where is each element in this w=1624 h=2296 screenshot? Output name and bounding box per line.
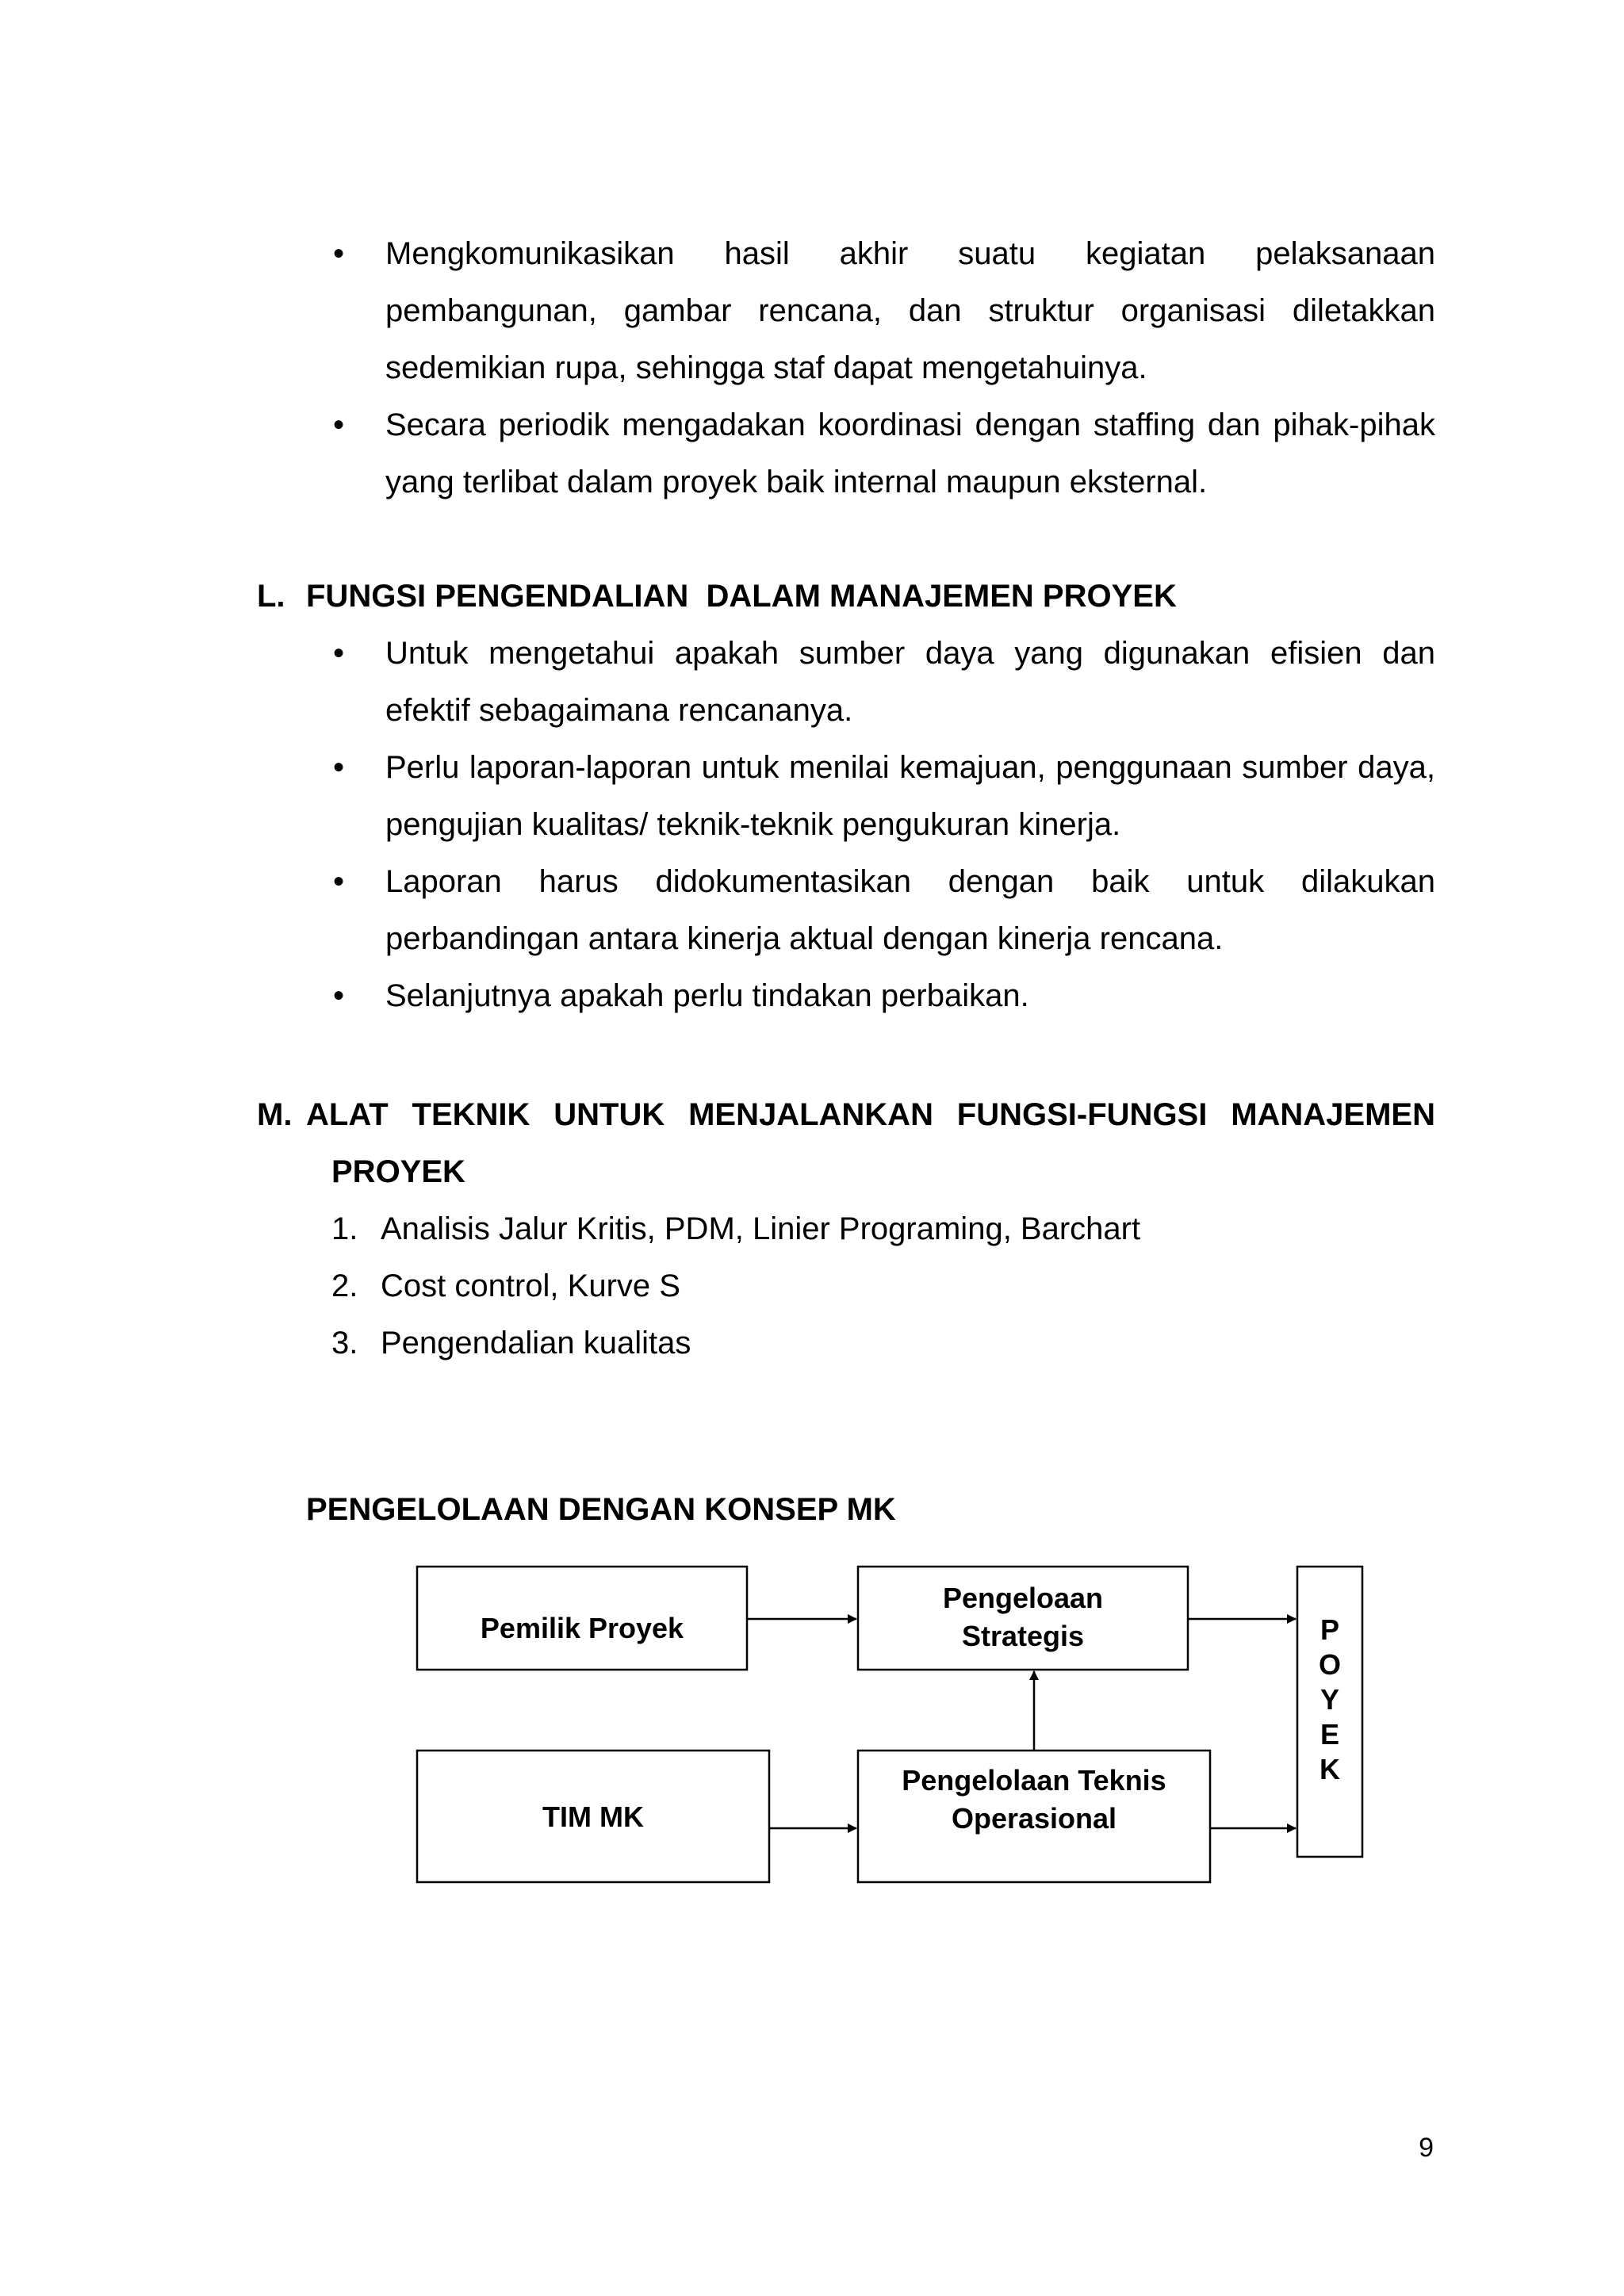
section-title-continued: PROYEK [331, 1154, 465, 1189]
item-text: Pengendalian kualitas [381, 1326, 691, 1360]
section-title: ALAT TEKNIK UNTUK MENJALANKAN FUNGSI-FUNGSI MANAJEMEN [306, 1097, 1435, 1132]
bullet-text: Mengkomunikasikan hasil akhir suatu kegiatan pelaksanaan pembangunan, gambar rencana, dan struktur organisasi diletakkan sedemikian rupa, sehingga staf dapat mengetahuinya. [385, 236, 1435, 385]
list-item [333, 967, 1435, 1024]
proyek-letter: E [1320, 1718, 1340, 1751]
list-item [333, 739, 1435, 853]
list-item [331, 1314, 1140, 1372]
list-item [333, 853, 1435, 967]
section-title: FUNGSI PENGENDALIAN DALAM MANAJEMEN PROYEK [306, 579, 1177, 614]
bullet-text: Perlu laporan-laporan untuk menilai kemajuan, penggunaan sumber daya, pengujian kualitas/ teknik-teknik pengukuran kinerja. [385, 750, 1435, 842]
box-label-line1: Pengelolaan Teknis [902, 1764, 1166, 1797]
top-bullet-list [333, 225, 1435, 511]
proyek-letter: P [1320, 1613, 1340, 1646]
section-l-heading [257, 568, 1177, 625]
bullet-icon: • [333, 864, 345, 899]
section-l-bullet-list [333, 625, 1435, 1024]
box-label-line2: Strategis [961, 1620, 1085, 1652]
section-letter: M. [257, 1097, 293, 1132]
diagram-title: PENGELOLAAN DENGAN KONSEP MK [306, 1492, 896, 1527]
bullet-text: Selanjutnya apakah perlu tindakan perbaikan. [385, 978, 1029, 1013]
item-number: 1. [331, 1211, 358, 1246]
section-m-numbered-list [331, 1200, 1140, 1372]
box-label-line2: Operasional [951, 1802, 1117, 1835]
bullet-icon: • [333, 978, 345, 1013]
pengeloaan-strategis-box [858, 1567, 1188, 1670]
item-number: 2. [331, 1269, 358, 1303]
item-text: Cost control, Kurve S [381, 1269, 680, 1303]
item-number: 3. [331, 1326, 358, 1360]
box-label: TIM MK [542, 1800, 644, 1833]
bullet-icon: • [333, 236, 345, 271]
list-item [331, 1200, 1140, 1257]
tim-mk-box [417, 1751, 769, 1882]
section-letter: L. [257, 579, 285, 614]
list-item [333, 625, 1435, 739]
item-text: Analisis Jalur Kritis, PDM, Linier Programing, Barchart [381, 1211, 1141, 1246]
proyek-box [1297, 1567, 1362, 1857]
box-label-line1: Pengeloaan [942, 1582, 1104, 1614]
proyek-letter: Y [1320, 1683, 1340, 1716]
proyek-letter: K [1320, 1753, 1340, 1785]
pemilik-proyek-box [417, 1567, 747, 1670]
proyek-letter: O [1318, 1648, 1342, 1681]
list-item [333, 396, 1435, 511]
list-item [333, 225, 1435, 396]
bullet-text: Secara periodik mengadakan koordinasi dengan staffing dan pihak-pihak yang terlibat dalam proyek baik internal maupun eksternal. [385, 408, 1435, 499]
bullet-icon: • [333, 636, 345, 671]
pengelolaan-teknis-box [858, 1751, 1210, 1882]
list-item [331, 1257, 1140, 1314]
bullet-text: Untuk mengetahui apakah sumber daya yang digunakan efisien dan efektif sebagaimana rencananya. [385, 636, 1435, 728]
section-m-heading [257, 1086, 1435, 1200]
bullet-icon: • [333, 750, 345, 785]
page-number: 9 [1419, 2133, 1434, 2163]
bullet-icon: • [333, 408, 345, 442]
bullet-text: Laporan harus didokumentasikan dengan baik untuk dilakukan perbandingan antara kinerja aktual dengan kinerja rencana. [385, 864, 1435, 956]
box-label: Pemilik Proyek [480, 1612, 684, 1644]
